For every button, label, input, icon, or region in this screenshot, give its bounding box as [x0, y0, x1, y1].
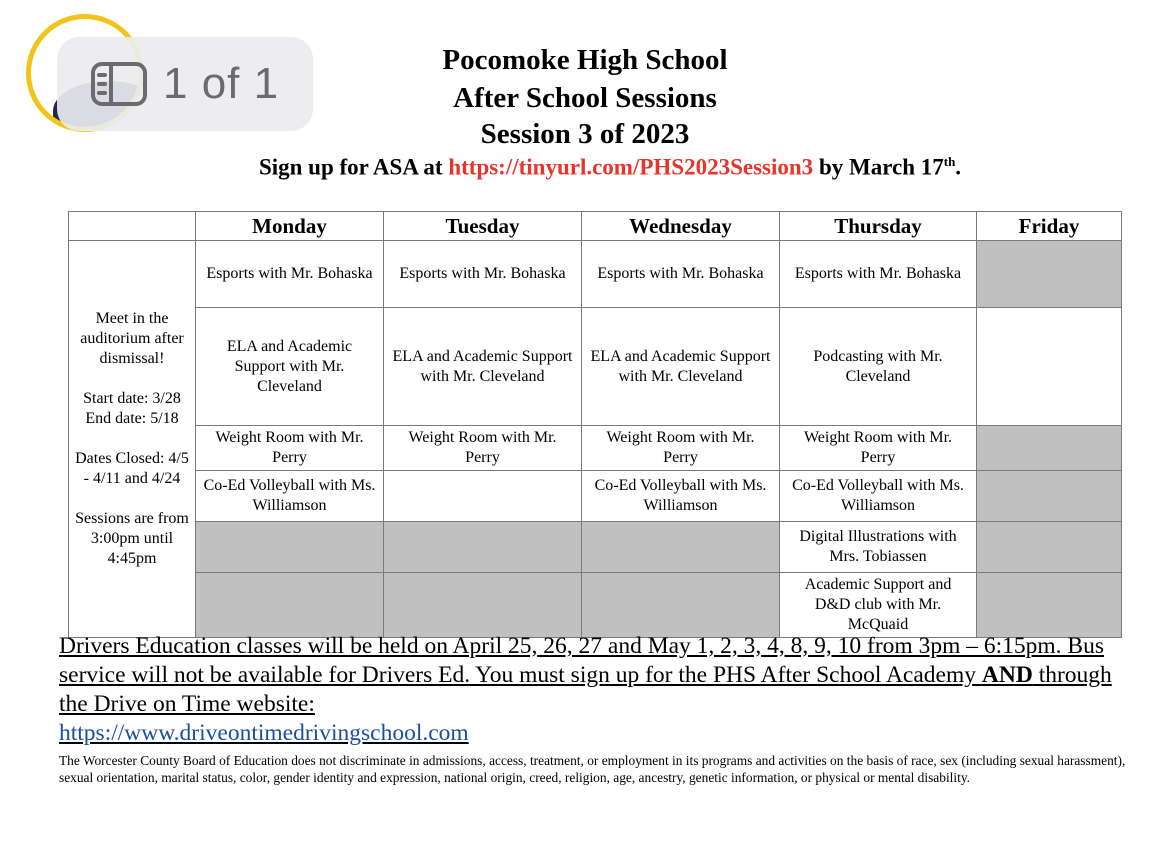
empty-cell [977, 471, 1122, 522]
drivers-ed-text-end: through the Drive on Time website: [59, 662, 1112, 717]
activity-cell: Esports with Mr. Bohaska [196, 241, 384, 308]
empty-cell [196, 522, 384, 573]
empty-cell [977, 308, 1122, 426]
activity-cell: Esports with Mr. Bohaska [384, 241, 582, 308]
activity-cell: Weight Room with Mr. Perry [780, 426, 977, 471]
meet-location: Meet in the auditorium after dismissal! [80, 310, 184, 367]
activity-cell: Esports with Mr. Bohaska [780, 241, 977, 308]
empty-cell [384, 522, 582, 573]
session-hours: Sessions are from 3:00pm until 4:45pm [75, 510, 189, 567]
activity-cell: ELA and Academic Support with Mr. Cleveland [196, 308, 384, 426]
table-row [69, 241, 1122, 308]
day-header: Tuesday [384, 212, 582, 241]
activity-cell: Weight Room with Mr. Perry [196, 426, 384, 471]
day-header: Friday [977, 212, 1122, 241]
empty-cell [977, 241, 1122, 308]
empty-cell [384, 471, 582, 522]
signup-sup: th [943, 154, 956, 169]
drive-on-time-link[interactable]: https://www.driveontimedrivingschool.com [59, 720, 469, 746]
corner-cell [69, 212, 196, 241]
sidebar-icon [91, 62, 147, 106]
page-count: 1 of 1 [163, 59, 280, 108]
end-date: End date: 5/18 [85, 410, 179, 427]
school-name: Pocomoke High School [442, 44, 728, 76]
page-indicator-badge[interactable] [57, 37, 313, 131]
empty-cell [977, 426, 1122, 471]
empty-cell [977, 522, 1122, 573]
activity-cell: Digital Illustrations with Mrs. Tobiassen [780, 522, 977, 573]
day-header: Monday [196, 212, 384, 241]
empty-cell [196, 573, 384, 638]
table-row [69, 426, 1122, 471]
signup-line [150, 154, 1070, 181]
schedule-table [68, 211, 1122, 638]
activity-cell: ELA and Academic Support with Mr. Cleveland [582, 308, 780, 426]
empty-cell [384, 573, 582, 638]
activity-cell: Esports with Mr. Bohaska [582, 241, 780, 308]
signup-prefix: Sign up for ASA at [258, 154, 449, 180]
activity-cell: Weight Room with Mr. Perry [384, 426, 582, 471]
day-header: Wednesday [582, 212, 780, 241]
activity-cell: Co-Ed Volleyball with Ms. Williamson [196, 471, 384, 522]
table-row [69, 308, 1122, 426]
start-date: Start date: 3/28 [83, 390, 181, 407]
drivers-ed-notice [59, 632, 1134, 748]
activity-cell: Weight Room with Mr. Perry [582, 426, 780, 471]
table-row [69, 573, 1122, 638]
date-range [75, 389, 189, 429]
header-row [69, 212, 1122, 241]
activity-cell: Co-Ed Volleyball with Ms. Williamson [780, 471, 977, 522]
day-header: Thursday [780, 212, 977, 241]
activity-cell: Academic Support and D&D club with Mr. McQuaid [780, 573, 977, 638]
signup-link[interactable]: https://tinyurl.com/PHS2023Session3 [448, 154, 814, 180]
program-title: After School Sessions [453, 82, 717, 114]
session-info-cell [69, 241, 196, 638]
drivers-ed-text: Drivers Education classes will be held on April 25, 26, 27 and May 1, 2, 3, 4, 8, 9, 10 from 3pm – 6:15pm. Bus service will not be available for Drivers Ed. You must sign up for the PHS After School Academy [59, 633, 1104, 688]
signup-end: . [955, 154, 962, 180]
table-row [69, 522, 1122, 573]
signup-suffix: by March 17 [813, 154, 944, 180]
nondiscrimination-statement: The Worcester County Board of Education does not discriminate in admissions, access, treatment, or employment in its programs and activities on the basis of race, sex (including sexual harassment), sexual orientation, marital status, color, gender identity and expression, national origin, creed, religion, age, ancestry, genetic information, or physical or mental disability. [59, 753, 1126, 785]
closed-dates: Dates Closed: 4/5 - 4/11 and 4/24 [75, 450, 189, 487]
activity-cell: Podcasting with Mr. Cleveland [780, 308, 977, 426]
table-row [69, 471, 1122, 522]
drivers-ed-emphasis: AND [981, 662, 1033, 688]
empty-cell [977, 573, 1122, 638]
activity-cell: ELA and Academic Support with Mr. Cleveland [384, 308, 582, 426]
empty-cell [582, 522, 780, 573]
session-title: Session 3 of 2023 [480, 118, 690, 150]
activity-cell: Co-Ed Volleyball with Ms. Williamson [582, 471, 780, 522]
empty-cell [582, 573, 780, 638]
